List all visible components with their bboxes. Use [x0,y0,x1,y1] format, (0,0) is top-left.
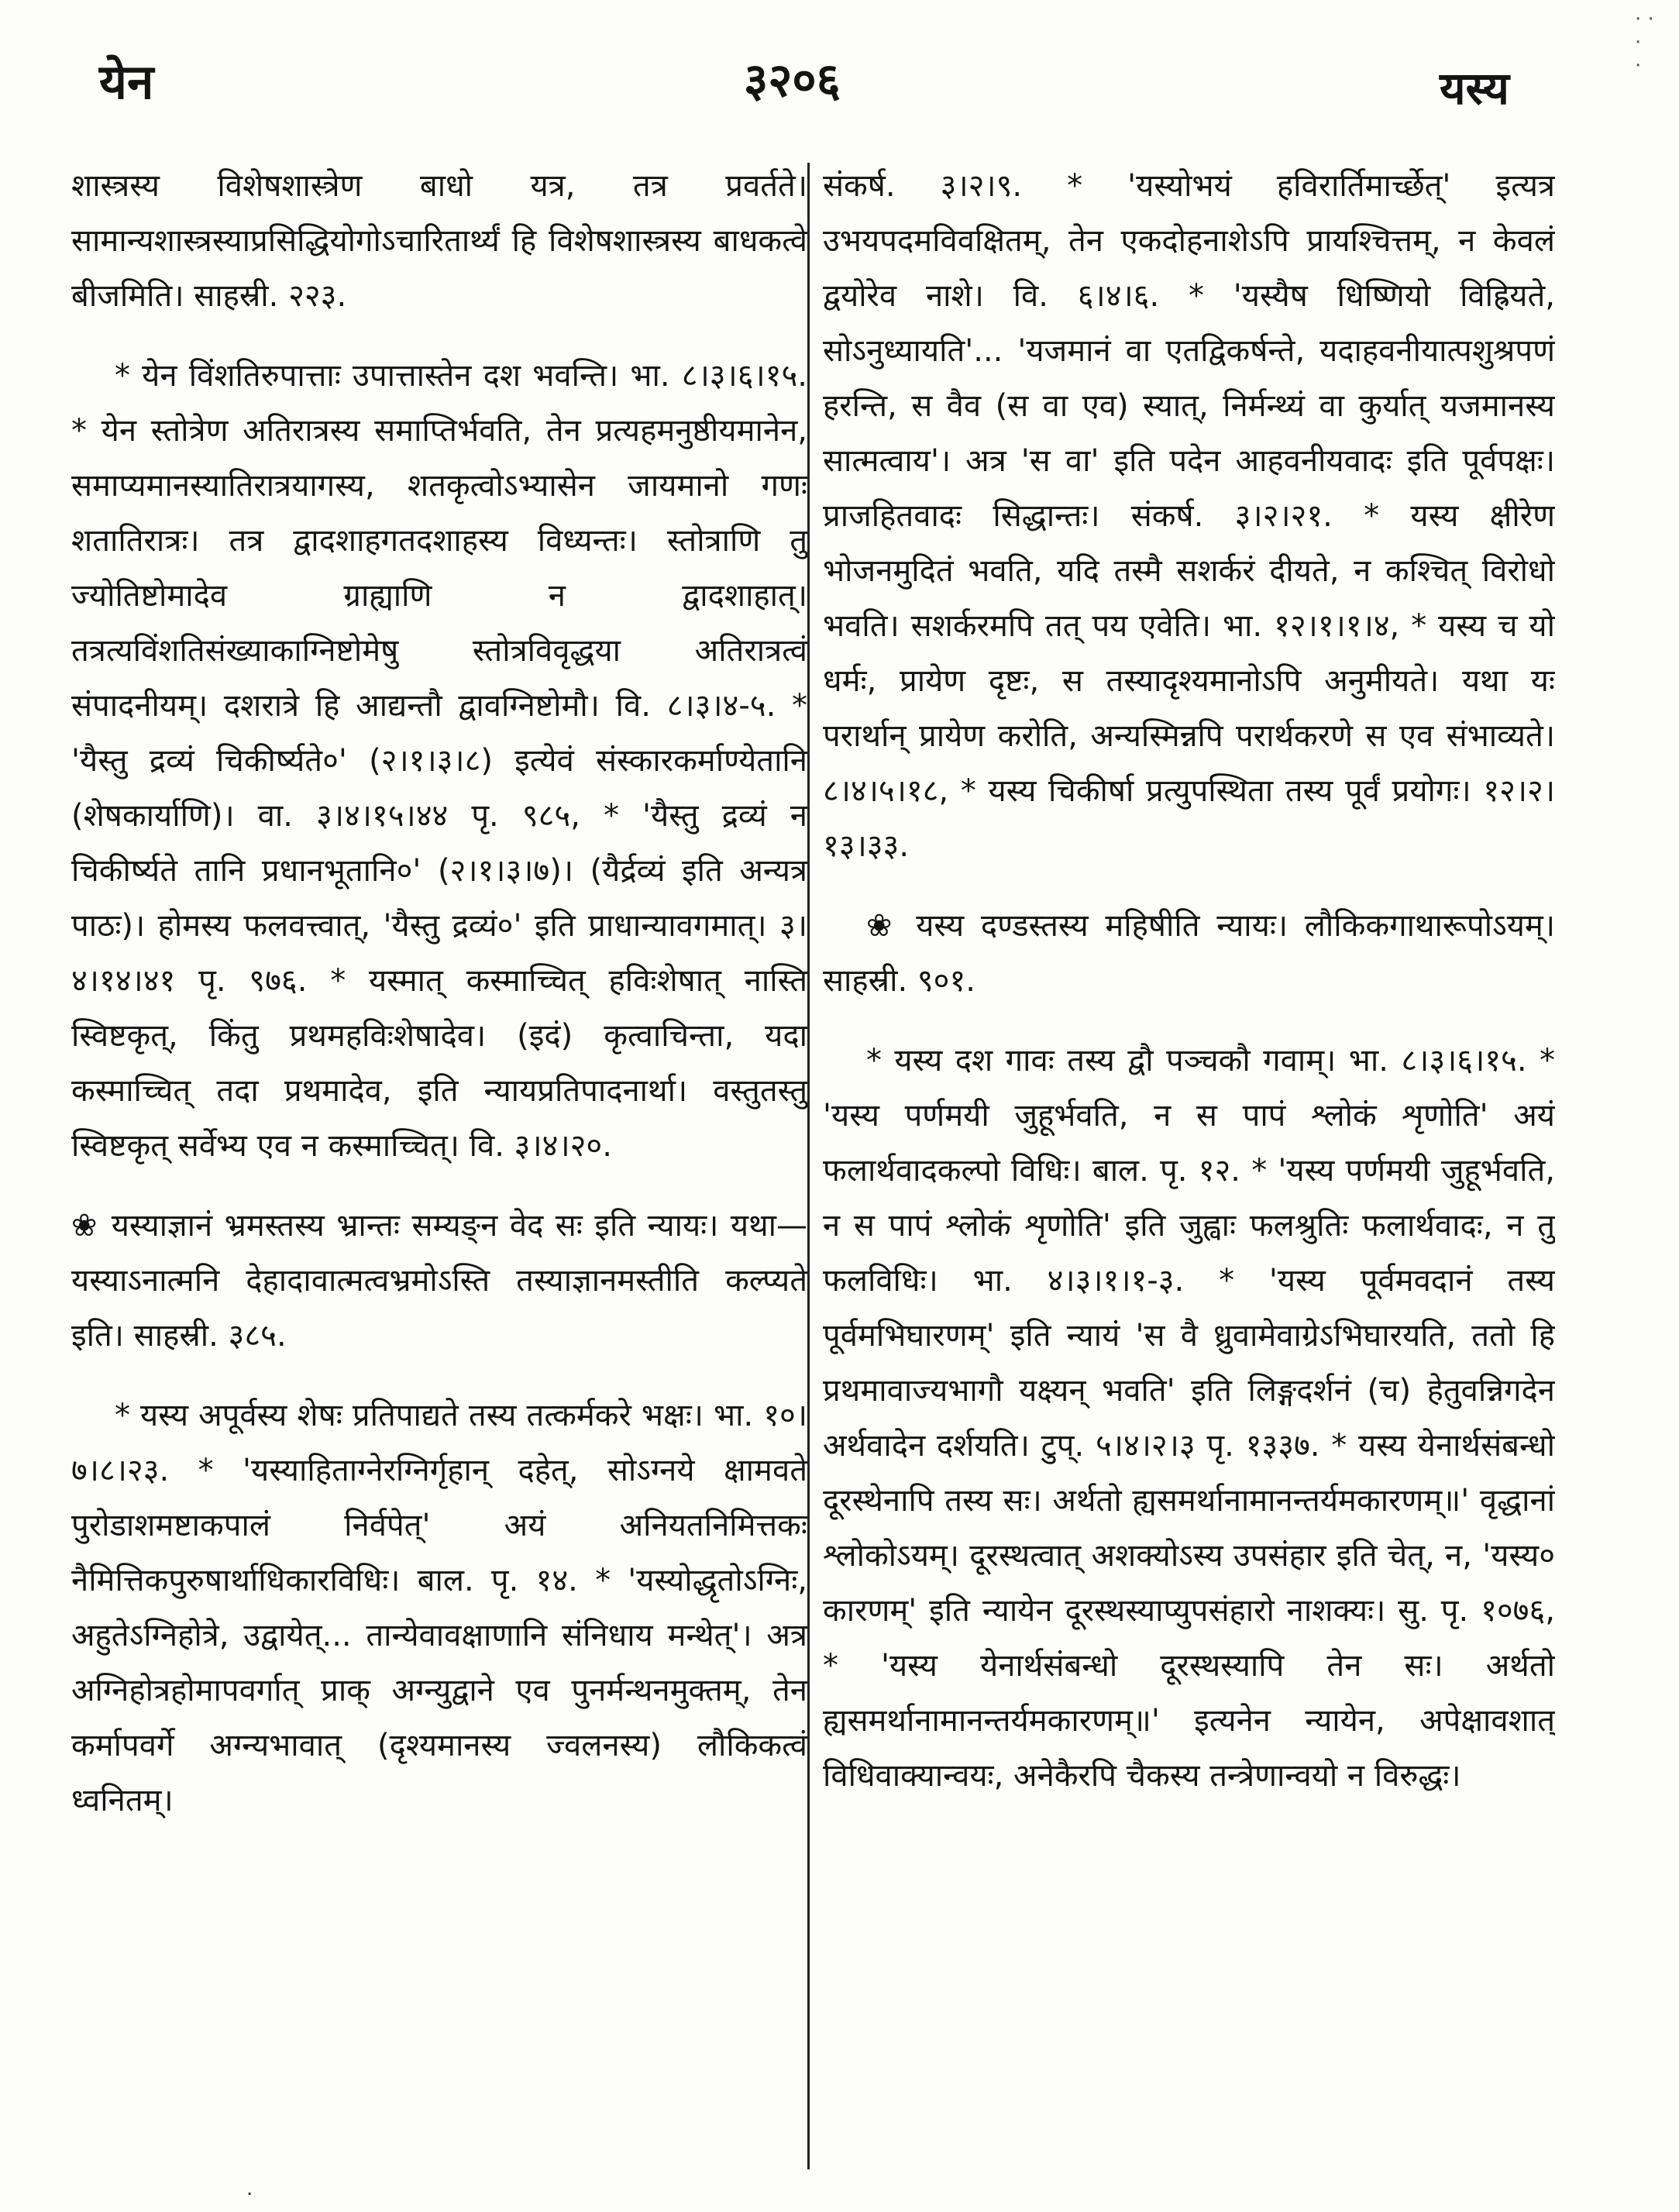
page-header [0,0,1679,147]
left-paragraph-3: ❀ यस्याज्ञानं भ्रमस्तस्य भ्रान्तः सम्यङ्न वेद सः इति न्यायः। यथा— यस्याऽनात्मनि देहादावात्मत्वभ्रमोऽस्ति तस्याज्ञानमस्तीति कल्प्यते इति। साहस्री. ३८५. [71,1208,807,1354]
header-right-keyword: यस्य [1440,62,1509,115]
right-column [823,159,1555,2173]
column-divider [807,163,810,2169]
left-paragraph-2: * येन विंशतिरुपात्ताः उपात्तास्तेन दश भवन्ति। भा. ८।३।६।१५. * येन स्तोत्रेण अतिरात्रस्य समाप्तिर्भवति, तेन प्रत्यहमनुष्ठीयमानेन, समाप्यमानस्यातिरात्रयागस्य, शतकृत्वोऽभ्यासेन जायमानो गणः शतातिरात्रः। तत्र द्वादशाहगतदशाहस्य विध्यन्तः। स्तोत्राणि तु ज्योतिष्टोमादेव ग्राह्याणि न द्वादशाहात्। तत्रत्यविंशतिसंख्याकाग्निष्टोमेषु स्तोत्रविवृद्धया अतिरात्रत्वं संपादनीयम्। दशरात्रे हि आद्यन्तौ द्वावग्निष्टोमौ। वि. ८।३।४-५. * 'यैस्तु द्रव्यं चिकीर्ष्यते०' (२।१।३।८) इत्येवं संस्कारकर्माण्येतानि (शेषकार्याणि)। वा. ३।४।१५।४४ पृ. ९८५, * 'यैस्तु द्रव्यं न चिकीर्ष्यते तानि प्रधानभूतानि०' (२।१।३।७)। (यैर्द्रव्यं इति अन्यत्र पाठः)। होमस्य फलवत्त्वात्, 'यैस्तु द्रव्यं०' इति प्राधान्यावगमात्। ३।४।१४।४१ पृ. ९७६. * यस्मात् कस्माच्चित् हविःशेषात् नास्ति स्विष्टकृत्, किंतु प्रथमहविःशेषादेव। (इदं) कृत्वाचिन्ता, यदा कस्माच्चित् तदा प्रथमादेव, इति न्यायप्रतिपादनार्था। वस्तुतस्तु स्विष्टकृत् सर्वेभ्य एव न कस्माच्चित्। वि. ३।४।२०. [71,358,807,1164]
left-paragraph-4: * यस्य अपूर्वस्य शेषः प्रतिपाद्यते तस्य तत्कर्मकरे भक्षः। भा. १०।७।८।२३. * 'यस्याहिताग्नेरग्निर्गृहान् दहेत्, सोऽग्नये क्षामवते पुरोडाशमष्टाकपालं निर्वपेत्' अयं अनियतनिमित्तकः नैमित्तिकपुरुषार्थाधिकारविधिः। बाल. पृ. १४. * 'यस्योद्धृतोऽग्निः, अहुतेऽग्निहोत्रे, उद्वायेत्... तान्येवावक्षाणानि संनिधाय मन्थेत्'। अत्र अग्निहोत्रहोमापवर्गात् प्राक् अग्न्युद्वाने एव पुनर्मन्थनमुक्तम्, तेन कर्मापवर्गे अग्न्यभावात् (दृश्यमानस्य ज्वलनस्य) लौकिकत्वं ध्वनितम्। [71,1398,807,1818]
left-paragraph-1: शास्त्रस्य विशेषशास्त्रेण बाधो यत्र, तत्र प्रवर्तते। सामान्यशास्त्रस्याप्रसिद्धियोगोऽचारितार्थ्यं हि विशेषशास्त्रस्य बाधकत्वे बीजमिति। साहस्री. २२३. [71,168,807,314]
footer-mark: . [246,2177,253,2200]
right-paragraph-1: संकर्ष. ३।२।९. * 'यस्योभयं हविरार्तिमार्च्छेत्' इत्यत्र उभयपदमविवक्षितम्, तेन एकदोहनाशेऽपि प्रायश्चित्तम्, न केवलं द्वयोरेव नाशे। वि. ६।४।६. * 'यस्यैष धिष्णियो विह्रियते, सोऽनुध्यायति'... 'यजमानं वा एतद्विकर्षन्ते, यदाहवनीयात्पशुश्रपणं हरन्ति, स वैव (स वा एव) स्यात्, निर्मन्थ्यं वा कुर्यात् यजमानस्य सात्मत्वाय'। अत्र 'स वा' इति पदेन आहवनीयवादः इति पूर्वपक्षः। प्राजहितवादः सिद्धान्तः। संकर्ष. ३।२।२१. * यस्य क्षीरेण भोजनमुदितं भवति, यदि तस्मै सशर्करं दीयते, न कश्चित् विरोधो भवति। सशर्करमपि तत् पय एवेति। भा. १२।१।१।४, * यस्य च यो धर्मः, प्रायेण दृष्टः, स तस्यादृश्यमानोऽपि अनुमीयते। यथा यः परार्थान् प्रायेण करोति, अन्यस्मिन्नपि परार्थकरणे स एव संभाव्यते। ८।४।५।१८, * यस्य चिकीर्षा प्रत्युपस्थिता तस्य पूर्वं प्रयोगः। १२।२।१३।३३. [823,168,1555,864]
right-paragraph-3: * यस्य दश गावः तस्य द्वौ पञ्चकौ गवाम्। भा. ८।३।६।१५. * 'यस्य पर्णमयी जुहूर्भवति, न स पापं श्लोकं शृणोति' अयं फलार्थवादकल्पो विधिः। बाल. पृ. १२. * 'यस्य पर्णमयी जुहूर्भवति, न स पापं श्लोकं शृणोति' इति जुह्वाः फलश्रुतिः फलार्थवादः, न तु फलविधिः। भा. ४।३।१।१-३. * 'यस्य पूर्वमवदानं तस्य पूर्वमभिघारणम्' इति न्यायं 'स वै ध्रुवामेवाग्रेऽभिघारयति, ततो हि प्रथमावाज्यभागौ यक्ष्यन् भवति' इति लिङ्गदर्शनं (च) हेतुवन्निगदेन अर्थवादेन दर्शयति। टुप्. ५।४।२।३ पृ. १३३७. * यस्य येनार्थसंबन्धो दूरस्थेनापि तस्य सः। अर्थतो ह्यसमर्थानामानन्तर्यमकारणम्॥' वृद्धानां श्लोकोऽयम्। दूरस्थत्वात् अशक्योऽस्य उपसंहार इति चेत्, न, 'यस्य० कारणम्' इति न्यायेन दूरस्थस्याप्युपसंहारो नाशक्यः। सु. पृ. १०७६, * 'यस्य येनार्थसंबन्धो दूरस्थस्यापि तेन सः। अर्थतो ह्यसमर्थानामानन्तर्यमकारणम्॥' इत्यनेन न्यायेन, अपेक्षावशात् विधिवाक्यान्वयः, अनेकैरपि चैकस्य तन्त्रेणान्वयो न विरुद्धः। [823,1043,1555,1794]
edge-marks: · · · · [1635,8,1654,77]
header-left-keyword: येन [99,53,154,110]
page-number: ३२०६ [744,53,841,108]
right-paragraph-2: ❀ यस्य दण्डस्तस्य महिषीति न्यायः। लौकिकगाथारूपोऽयम्। साहस्री. ९०१. [823,908,1555,999]
left-column [71,159,807,2173]
